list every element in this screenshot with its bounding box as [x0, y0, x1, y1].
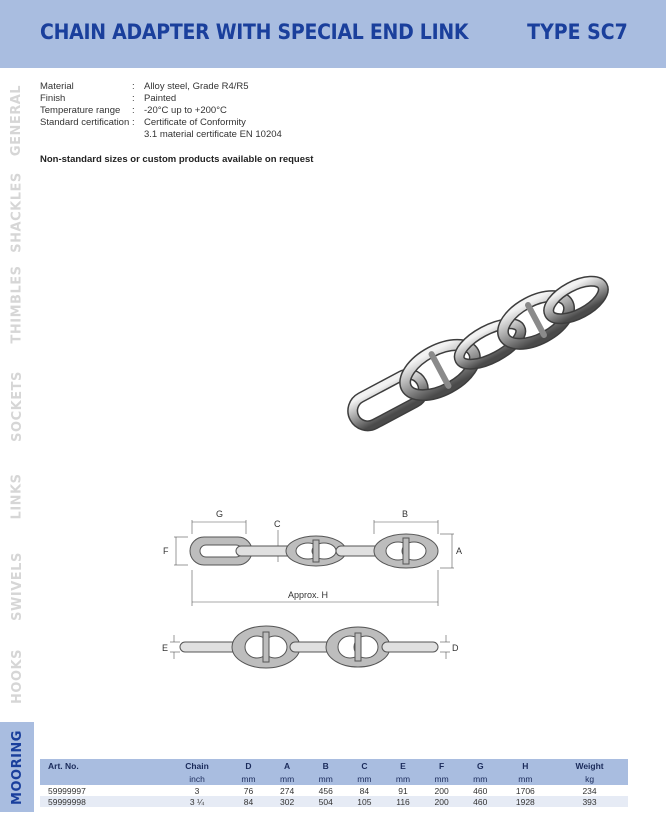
sidebar-tab-shackles[interactable]: SHACKLES	[9, 171, 25, 253]
sidebar-tab-links[interactable]: LINKS	[9, 473, 25, 519]
sidebar-tab-thimbles[interactable]: THIMBLES	[9, 265, 25, 343]
label-h: Approx. H	[288, 590, 329, 600]
table-row: 59999998 3 ¼ 84 302 504 105 116 200 460 1928 393	[40, 796, 628, 807]
sidebar-tab-mooring[interactable]: MOORING	[0, 722, 34, 812]
label-d: D	[452, 643, 459, 653]
custom-note: Non-standard sizes or custom products available on request	[40, 154, 314, 165]
spec-row-temperature: Temperature range : -20°C up to +200°C	[40, 105, 227, 116]
sidebar-tab-swivels[interactable]: SWIVELS	[9, 551, 25, 621]
table-units-row: inch mm mm mm mm mm mm mm mm kg	[40, 772, 628, 785]
dimensions-table	[40, 759, 628, 807]
chain-product-image	[340, 270, 610, 440]
spec-row-finish: Finish : Painted	[40, 93, 177, 104]
spec-row-material: Material : Alloy steel, Grade R4/R5	[40, 81, 249, 92]
label-a: A	[456, 546, 463, 556]
product-type: TYPE SC7	[527, 20, 628, 44]
category-sidebar	[0, 68, 34, 816]
sidebar-tab-general[interactable]: GENERAL	[9, 84, 25, 156]
table-row: 59999997 3 76 274 456 84 91 200 460 1706 234	[48, 785, 597, 796]
label-e: E	[162, 643, 169, 653]
label-b: B	[402, 509, 409, 519]
page-title: CHAIN ADAPTER WITH SPECIAL END LINK	[40, 20, 469, 44]
page-header	[0, 0, 666, 68]
label-g: G	[216, 509, 224, 519]
spec-row-certification: Standard certification : Certificate of Conformity	[40, 117, 246, 128]
table-header-row: Art. No. Chain D A B C E F G H Weight	[40, 759, 628, 772]
sidebar-tab-sockets[interactable]: SOCKETS	[9, 370, 25, 442]
label-f: F	[163, 546, 169, 556]
spec-row-certification-2: 3.1 material certificate EN 10204	[144, 129, 282, 140]
specifications	[40, 81, 282, 141]
dimension-drawing	[150, 500, 470, 680]
label-c: C	[274, 519, 281, 529]
sidebar-tab-hooks[interactable]: HOOKS	[9, 648, 25, 704]
